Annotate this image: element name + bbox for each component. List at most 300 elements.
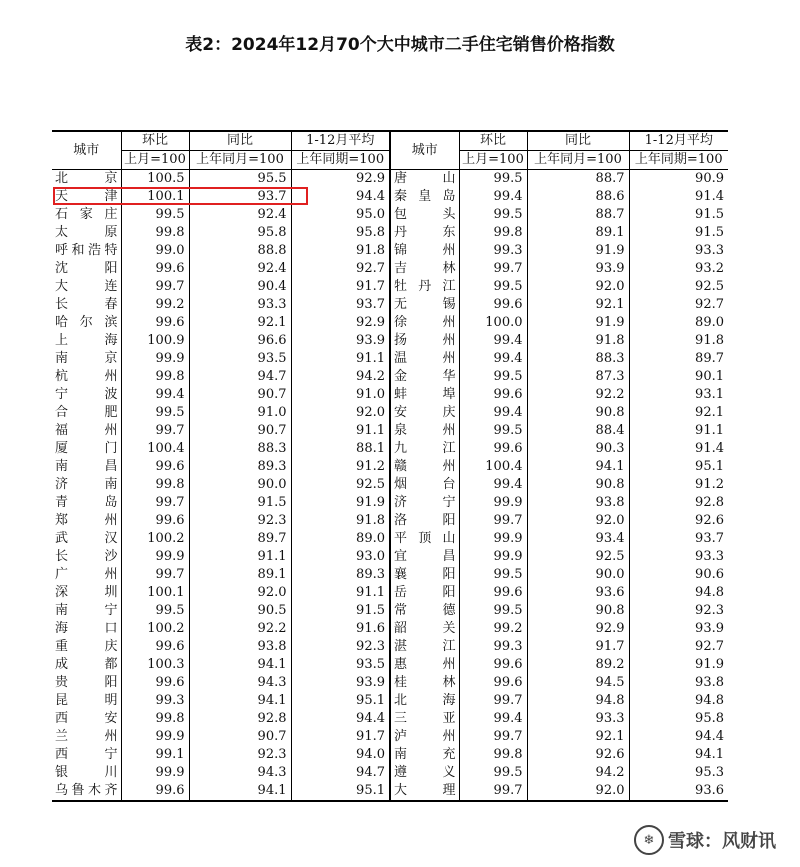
city-cell: 惠州: [390, 656, 459, 674]
mom-cell: 99.6: [459, 584, 527, 602]
yoy-cell: 93.3: [189, 296, 291, 314]
city-cell: 郑州: [52, 512, 121, 530]
yoy-cell: 90.7: [189, 422, 291, 440]
city-cell: 武汉: [52, 530, 121, 548]
yoy-cell: 93.6: [527, 584, 629, 602]
yoy-cell: 93.4: [527, 530, 629, 548]
city-cell: 太原: [52, 224, 121, 242]
city-cell: 扬州: [390, 332, 459, 350]
city-cell: 北海: [390, 692, 459, 710]
mom-cell: 99.4: [459, 350, 527, 368]
city-cell: 贵阳: [52, 674, 121, 692]
yoy-cell: 92.0: [189, 584, 291, 602]
avg-cell: 88.1: [291, 440, 390, 458]
mom-cell: 99.7: [121, 422, 189, 440]
table-row: [52, 584, 728, 602]
table-row: [52, 746, 728, 764]
mom-cell: 99.7: [121, 278, 189, 296]
yoy-cell: 91.5: [189, 494, 291, 512]
avg-cell: 93.9: [695, 621, 724, 636]
yoy-cell: 94.3: [189, 674, 291, 692]
yoy-cell: 92.0: [527, 782, 629, 801]
avg-cell: 95.8: [695, 711, 724, 726]
yoy-cell: 92.1: [189, 314, 291, 332]
avg-cell: 91.4: [695, 441, 724, 456]
mom-cell: 99.0: [121, 242, 189, 260]
yoy-cell: 90.8: [527, 404, 629, 422]
city-cell: 天津: [52, 188, 121, 206]
mom-cell: 99.6: [121, 638, 189, 656]
yoy-cell: 88.3: [527, 350, 629, 368]
city-cell: 泸州: [390, 728, 459, 746]
yoy-cell: 92.6: [527, 746, 629, 764]
avg-cell: 93.8: [695, 675, 724, 690]
avg-cell: 95.8: [291, 224, 390, 242]
table-row: [52, 278, 728, 296]
avg-cell: 91.2: [291, 458, 390, 476]
avg-cell: 93.9: [291, 332, 390, 350]
city-cell: 吉林: [390, 260, 459, 278]
avg-cell: 93.5: [291, 656, 390, 674]
mom-cell: 100.9: [121, 332, 189, 350]
header-mom-sub-left: 上月=100: [121, 151, 189, 170]
city-cell: 上海: [52, 332, 121, 350]
header-city-right: 城市: [390, 131, 459, 170]
table-row: [52, 548, 728, 566]
yoy-cell: 88.3: [189, 440, 291, 458]
mom-cell: 99.5: [459, 764, 527, 782]
avg-cell: 90.1: [695, 369, 724, 384]
city-cell: 厦门: [52, 440, 121, 458]
watermark: [634, 825, 776, 855]
yoy-cell: 92.2: [527, 386, 629, 404]
yoy-cell: 93.9: [527, 260, 629, 278]
yoy-cell: 88.7: [527, 170, 629, 189]
city-cell: 平顶山: [390, 530, 459, 548]
city-cell: 锦州: [390, 242, 459, 260]
city-cell: 三亚: [390, 710, 459, 728]
table-row: [52, 170, 728, 189]
yoy-cell: 92.4: [189, 206, 291, 224]
yoy-cell: 94.5: [527, 674, 629, 692]
avg-cell: 91.1: [291, 350, 390, 368]
yoy-cell: 92.8: [189, 710, 291, 728]
city-cell: 大连: [52, 278, 121, 296]
mom-cell: 100.2: [121, 620, 189, 638]
avg-cell: 95.3: [695, 765, 724, 780]
table-row: [52, 224, 728, 242]
header-city-left: 城市: [52, 131, 121, 170]
city-cell: 常德: [390, 602, 459, 620]
city-cell: 遵义: [390, 764, 459, 782]
avg-cell: 93.7: [695, 531, 724, 546]
city-cell: 南宁: [52, 602, 121, 620]
page-title: 表2：2024年12月70个大中城市二手住宅销售价格指数: [185, 35, 615, 55]
highlight-box: [53, 187, 308, 205]
mom-cell: 99.8: [121, 476, 189, 494]
avg-cell: 94.1: [695, 747, 724, 762]
mom-cell: 99.8: [121, 368, 189, 386]
mom-cell: 99.3: [459, 242, 527, 260]
avg-cell: 92.8: [695, 495, 724, 510]
table-row: [52, 206, 728, 224]
city-cell: 宜昌: [390, 548, 459, 566]
mom-cell: 99.2: [121, 296, 189, 314]
yoy-cell: 90.5: [189, 602, 291, 620]
yoy-cell: 95.5: [189, 170, 291, 189]
table-row: [52, 692, 728, 710]
mom-cell: 99.6: [459, 656, 527, 674]
city-cell: 无锡: [390, 296, 459, 314]
yoy-cell: 94.8: [527, 692, 629, 710]
mom-cell: 100.4: [459, 458, 527, 476]
city-cell: 沈阳: [52, 260, 121, 278]
table-row: [52, 368, 728, 386]
avg-cell: 94.4: [291, 188, 390, 206]
avg-cell: 91.1: [695, 423, 724, 438]
avg-cell: 91.1: [291, 422, 390, 440]
mom-cell: 99.5: [121, 602, 189, 620]
city-cell: 深圳: [52, 584, 121, 602]
yoy-cell: 91.9: [527, 242, 629, 260]
avg-cell: 91.4: [695, 189, 724, 204]
mom-cell: 99.7: [121, 494, 189, 512]
mom-cell: 99.4: [459, 476, 527, 494]
yoy-cell: 94.1: [189, 656, 291, 674]
avg-cell: 91.8: [291, 512, 390, 530]
city-cell: 成都: [52, 656, 121, 674]
avg-cell: 93.0: [291, 548, 390, 566]
mom-cell: 99.2: [459, 620, 527, 638]
avg-cell: 89.7: [695, 351, 724, 366]
city-cell: 福州: [52, 422, 121, 440]
yoy-cell: 94.1: [527, 458, 629, 476]
yoy-cell: 95.8: [189, 224, 291, 242]
yoy-cell: 91.1: [189, 548, 291, 566]
yoy-cell: 91.7: [527, 638, 629, 656]
avg-cell: 95.0: [291, 206, 390, 224]
avg-cell: 89.0: [291, 530, 390, 548]
avg-cell: 92.5: [291, 476, 390, 494]
price-index-table: [52, 130, 728, 802]
mom-cell: 100.1: [121, 584, 189, 602]
table-body: [52, 170, 728, 802]
city-cell: 湛江: [390, 638, 459, 656]
avg-cell: 91.9: [695, 657, 724, 672]
yoy-cell: 90.7: [189, 386, 291, 404]
table-row: [52, 404, 728, 422]
yoy-cell: 92.9: [527, 620, 629, 638]
mom-cell: 99.4: [459, 710, 527, 728]
table-row: [52, 764, 728, 782]
yoy-cell: 88.4: [527, 422, 629, 440]
table-row: [52, 602, 728, 620]
table-row: [52, 242, 728, 260]
avg-cell: 91.5: [695, 207, 724, 222]
city-cell: 蚌埠: [390, 386, 459, 404]
city-cell: 海口: [52, 620, 121, 638]
mom-cell: 100.1: [121, 188, 189, 206]
mom-cell: 99.5: [459, 368, 527, 386]
yoy-cell: 92.0: [527, 278, 629, 296]
city-cell: 九江: [390, 440, 459, 458]
header-avg-left: 1-12月平均: [291, 131, 390, 151]
mom-cell: 99.4: [459, 404, 527, 422]
mom-cell: 99.1: [121, 746, 189, 764]
yoy-cell: 92.3: [189, 512, 291, 530]
yoy-cell: 91.8: [527, 332, 629, 350]
mom-cell: 99.7: [459, 512, 527, 530]
avg-cell: 92.7: [291, 260, 390, 278]
table-row: [52, 332, 728, 350]
mom-cell: 99.7: [459, 260, 527, 278]
yoy-cell: 89.1: [189, 566, 291, 584]
yoy-cell: 90.7: [189, 728, 291, 746]
city-cell: 大理: [390, 782, 459, 801]
yoy-cell: 94.1: [189, 692, 291, 710]
header-yoy-left: 同比: [189, 131, 291, 151]
city-cell: 济南: [52, 476, 121, 494]
mom-cell: 99.5: [459, 278, 527, 296]
avg-cell: 95.1: [695, 459, 724, 474]
avg-cell: 94.8: [695, 693, 724, 708]
yoy-cell: 90.8: [527, 602, 629, 620]
avg-cell: 91.1: [291, 584, 390, 602]
snowball-logo-icon: ❄: [634, 825, 664, 855]
avg-cell: 92.5: [695, 279, 724, 294]
city-cell: 安庆: [390, 404, 459, 422]
city-cell: 青岛: [52, 494, 121, 512]
city-cell: 乌鲁木齐: [52, 782, 121, 801]
mom-cell: 99.6: [459, 386, 527, 404]
header-avg-right: 1-12月平均: [629, 131, 728, 151]
mom-cell: 99.4: [459, 188, 527, 206]
mom-cell: 99.6: [121, 314, 189, 332]
mom-cell: 99.6: [459, 296, 527, 314]
avg-cell: 94.4: [291, 710, 390, 728]
yoy-cell: 94.2: [527, 764, 629, 782]
city-cell: 石家庄: [52, 206, 121, 224]
avg-cell: 95.1: [291, 692, 390, 710]
table-row: [52, 782, 728, 801]
avg-cell: 91.6: [291, 620, 390, 638]
city-cell: 济宁: [390, 494, 459, 512]
mom-cell: 99.9: [121, 728, 189, 746]
avg-cell: 93.1: [695, 387, 724, 402]
mom-cell: 99.6: [459, 440, 527, 458]
table-row: [52, 260, 728, 278]
table-row: [52, 386, 728, 404]
mom-cell: 99.5: [459, 566, 527, 584]
header-avg-sub-left: 上年同期=100: [291, 151, 390, 170]
avg-cell: 91.7: [291, 728, 390, 746]
yoy-cell: 92.4: [189, 260, 291, 278]
avg-cell: 91.2: [695, 477, 724, 492]
header-mom-sub-right: 上月=100: [459, 151, 527, 170]
avg-cell: 93.9: [291, 674, 390, 692]
yoy-cell: 90.3: [527, 440, 629, 458]
mom-cell: 99.9: [121, 350, 189, 368]
city-cell: 呼和浩特: [52, 242, 121, 260]
header-yoy-right: 同比: [527, 131, 629, 151]
city-cell: 南充: [390, 746, 459, 764]
avg-cell: 91.7: [291, 278, 390, 296]
table-row: [52, 566, 728, 584]
table-row: [52, 314, 728, 332]
mom-cell: 99.9: [459, 530, 527, 548]
table-row: [52, 440, 728, 458]
avg-cell: 92.3: [695, 603, 724, 618]
avg-cell: 92.9: [291, 314, 390, 332]
city-cell: 泉州: [390, 422, 459, 440]
mom-cell: 99.9: [459, 548, 527, 566]
mom-cell: 99.3: [459, 638, 527, 656]
avg-cell: 92.9: [291, 170, 390, 189]
header-mom-right: 环比: [459, 131, 527, 151]
city-cell: 丹东: [390, 224, 459, 242]
header-mom-left: 环比: [121, 131, 189, 151]
mom-cell: 99.5: [459, 170, 527, 189]
city-cell: 岳阳: [390, 584, 459, 602]
mom-cell: 99.7: [459, 782, 527, 801]
city-cell: 哈尔滨: [52, 314, 121, 332]
mom-cell: 99.9: [121, 548, 189, 566]
mom-cell: 99.8: [121, 710, 189, 728]
mom-cell: 99.5: [121, 206, 189, 224]
city-cell: 宁波: [52, 386, 121, 404]
yoy-cell: 89.2: [527, 656, 629, 674]
header-yoy-sub-left: 上年同月=100: [189, 151, 291, 170]
city-cell: 温州: [390, 350, 459, 368]
yoy-cell: 94.1: [189, 782, 291, 801]
avg-cell: 92.3: [291, 638, 390, 656]
mom-cell: 99.4: [121, 386, 189, 404]
avg-cell: 89.3: [291, 566, 390, 584]
yoy-cell: 88.8: [189, 242, 291, 260]
mom-cell: 99.6: [121, 458, 189, 476]
city-cell: 金华: [390, 368, 459, 386]
avg-cell: 92.6: [695, 513, 724, 528]
yoy-cell: 89.7: [189, 530, 291, 548]
header-avg-sub-right: 上年同期=100: [629, 151, 728, 170]
yoy-cell: 92.1: [527, 296, 629, 314]
city-cell: 杭州: [52, 368, 121, 386]
mom-cell: 99.6: [121, 260, 189, 278]
yoy-cell: 89.3: [189, 458, 291, 476]
yoy-cell: 93.7: [189, 188, 291, 206]
avg-cell: 94.7: [291, 764, 390, 782]
yoy-cell: 92.5: [527, 548, 629, 566]
mom-cell: 99.9: [459, 494, 527, 512]
table-row: [52, 350, 728, 368]
yoy-cell: 90.8: [527, 476, 629, 494]
table-row: [52, 296, 728, 314]
city-cell: 北京: [52, 170, 121, 189]
avg-cell: 92.7: [695, 297, 724, 312]
table-row: [52, 530, 728, 548]
avg-cell: 93.3: [695, 549, 724, 564]
city-cell: 合肥: [52, 404, 121, 422]
avg-cell: 91.5: [695, 225, 724, 240]
yoy-cell: 90.0: [527, 566, 629, 584]
avg-cell: 91.9: [291, 494, 390, 512]
mom-cell: 99.7: [459, 728, 527, 746]
city-cell: 长春: [52, 296, 121, 314]
table-row: [52, 674, 728, 692]
city-cell: 西安: [52, 710, 121, 728]
yoy-cell: 87.3: [527, 368, 629, 386]
avg-cell: 91.8: [695, 333, 724, 348]
city-cell: 广州: [52, 566, 121, 584]
avg-cell: 92.7: [695, 639, 724, 654]
avg-cell: 94.8: [695, 585, 724, 600]
avg-cell: 93.7: [291, 296, 390, 314]
mom-cell: 99.6: [121, 782, 189, 801]
yoy-cell: 89.1: [527, 224, 629, 242]
mom-cell: 99.8: [459, 746, 527, 764]
avg-cell: 90.6: [695, 567, 724, 582]
mom-cell: 99.7: [121, 566, 189, 584]
table-row: [52, 638, 728, 656]
mom-cell: 99.8: [459, 224, 527, 242]
watermark-text: 雪球：风财讯: [668, 831, 776, 852]
avg-cell: 90.9: [695, 171, 724, 186]
table-row: [52, 494, 728, 512]
mom-cell: 100.5: [121, 170, 189, 189]
city-cell: 包头: [390, 206, 459, 224]
avg-cell: 94.4: [695, 729, 724, 744]
yoy-cell: 88.7: [527, 206, 629, 224]
city-cell: 秦皇岛: [390, 188, 459, 206]
city-cell: 桂林: [390, 674, 459, 692]
mom-cell: 100.0: [459, 314, 527, 332]
mom-cell: 99.3: [121, 692, 189, 710]
yoy-cell: 93.5: [189, 350, 291, 368]
table-row: [52, 512, 728, 530]
avg-cell: 95.1: [291, 782, 390, 801]
city-cell: 昆明: [52, 692, 121, 710]
table-row: [52, 476, 728, 494]
table-row: [52, 422, 728, 440]
mom-cell: 99.9: [121, 764, 189, 782]
yoy-cell: 90.0: [189, 476, 291, 494]
yoy-cell: 93.3: [527, 710, 629, 728]
mom-cell: 99.4: [459, 332, 527, 350]
yoy-cell: 91.0: [189, 404, 291, 422]
mom-cell: 99.5: [459, 602, 527, 620]
mom-cell: 100.4: [121, 440, 189, 458]
mom-cell: 99.6: [459, 674, 527, 692]
avg-cell: 93.3: [695, 243, 724, 258]
yoy-cell: 88.6: [527, 188, 629, 206]
city-cell: 徐州: [390, 314, 459, 332]
avg-cell: 92.0: [291, 404, 390, 422]
mom-cell: 99.6: [121, 512, 189, 530]
city-cell: 兰州: [52, 728, 121, 746]
mom-cell: 99.5: [459, 422, 527, 440]
mom-cell: 100.2: [121, 530, 189, 548]
city-cell: 重庆: [52, 638, 121, 656]
city-cell: 韶关: [390, 620, 459, 638]
city-cell: 襄阳: [390, 566, 459, 584]
avg-cell: 91.8: [291, 242, 390, 260]
mom-cell: 99.7: [459, 692, 527, 710]
avg-cell: 92.1: [695, 405, 724, 420]
yoy-cell: 92.3: [189, 746, 291, 764]
city-cell: 南京: [52, 350, 121, 368]
city-cell: 南昌: [52, 458, 121, 476]
avg-cell: 89.0: [695, 315, 724, 330]
